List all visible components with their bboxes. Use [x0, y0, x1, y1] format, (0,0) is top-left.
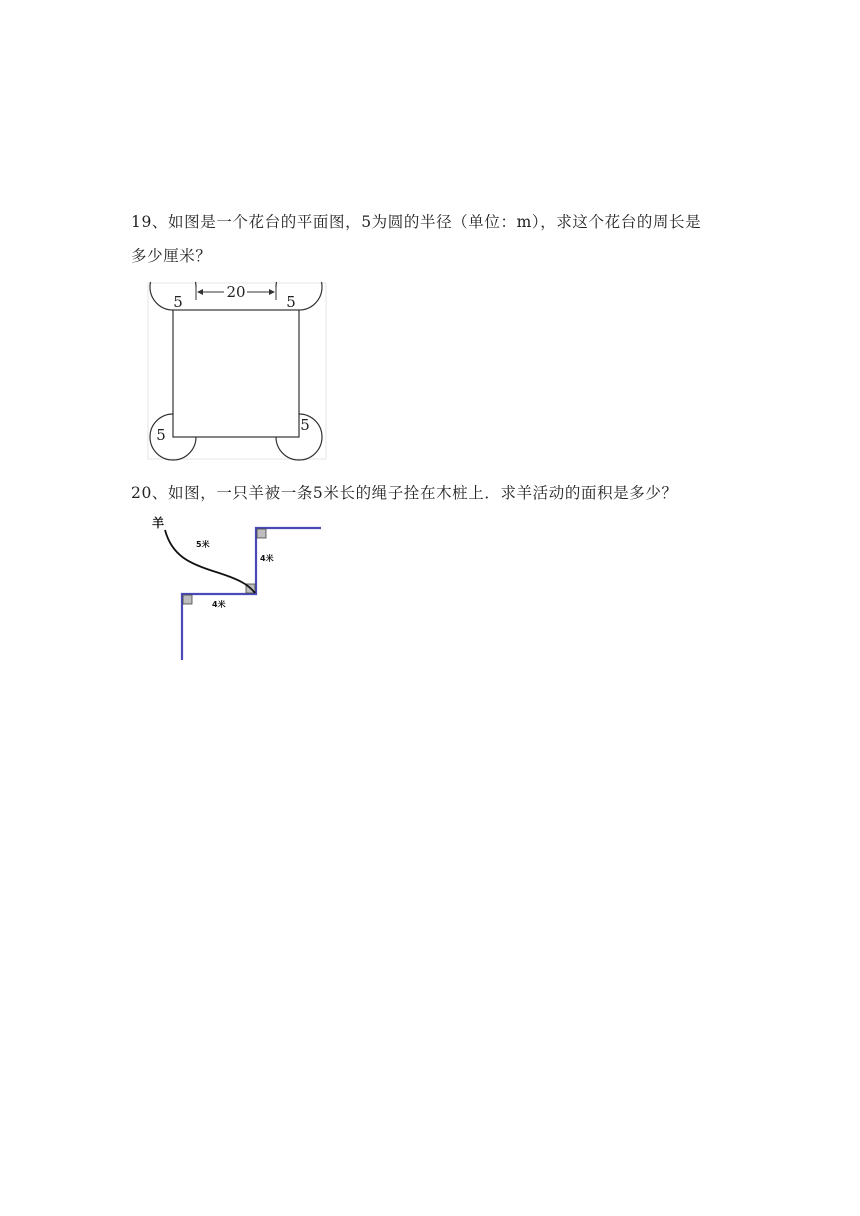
sheep-label: 羊	[152, 516, 165, 530]
radius-label-top-right: 5	[286, 293, 296, 311]
right-angle-marker-lower	[183, 595, 192, 604]
sheep-rope-figure	[146, 514, 328, 664]
square-bed	[173, 310, 299, 437]
vertical-length-label: 4米	[260, 554, 274, 563]
rope	[165, 530, 255, 593]
question-19-text-line-2: 多少厘米？	[131, 247, 212, 265]
radius-label-bottom-left: 5	[156, 426, 166, 444]
flower-bed-figure	[146, 282, 330, 462]
question-20-text-line-1: 20、如图，一只羊被一条5米长的绳子拴在木桩上．求羊活动的面积是多少？	[131, 484, 678, 502]
top-right-arc	[276, 282, 322, 310]
radius-label-top-left: 5	[173, 293, 183, 311]
horizontal-length-label: 4米	[212, 600, 226, 609]
right-angle-marker-upper	[257, 529, 266, 538]
radius-label-bottom-right: 5	[300, 416, 310, 434]
rope-length-label: 5米	[196, 540, 210, 549]
top-width-label: 20	[226, 283, 246, 301]
question-19-text-line-1: 19、如图是一个花台的平面图，5为圆的半径（单位：m），求这个花台的周长是	[131, 213, 702, 231]
